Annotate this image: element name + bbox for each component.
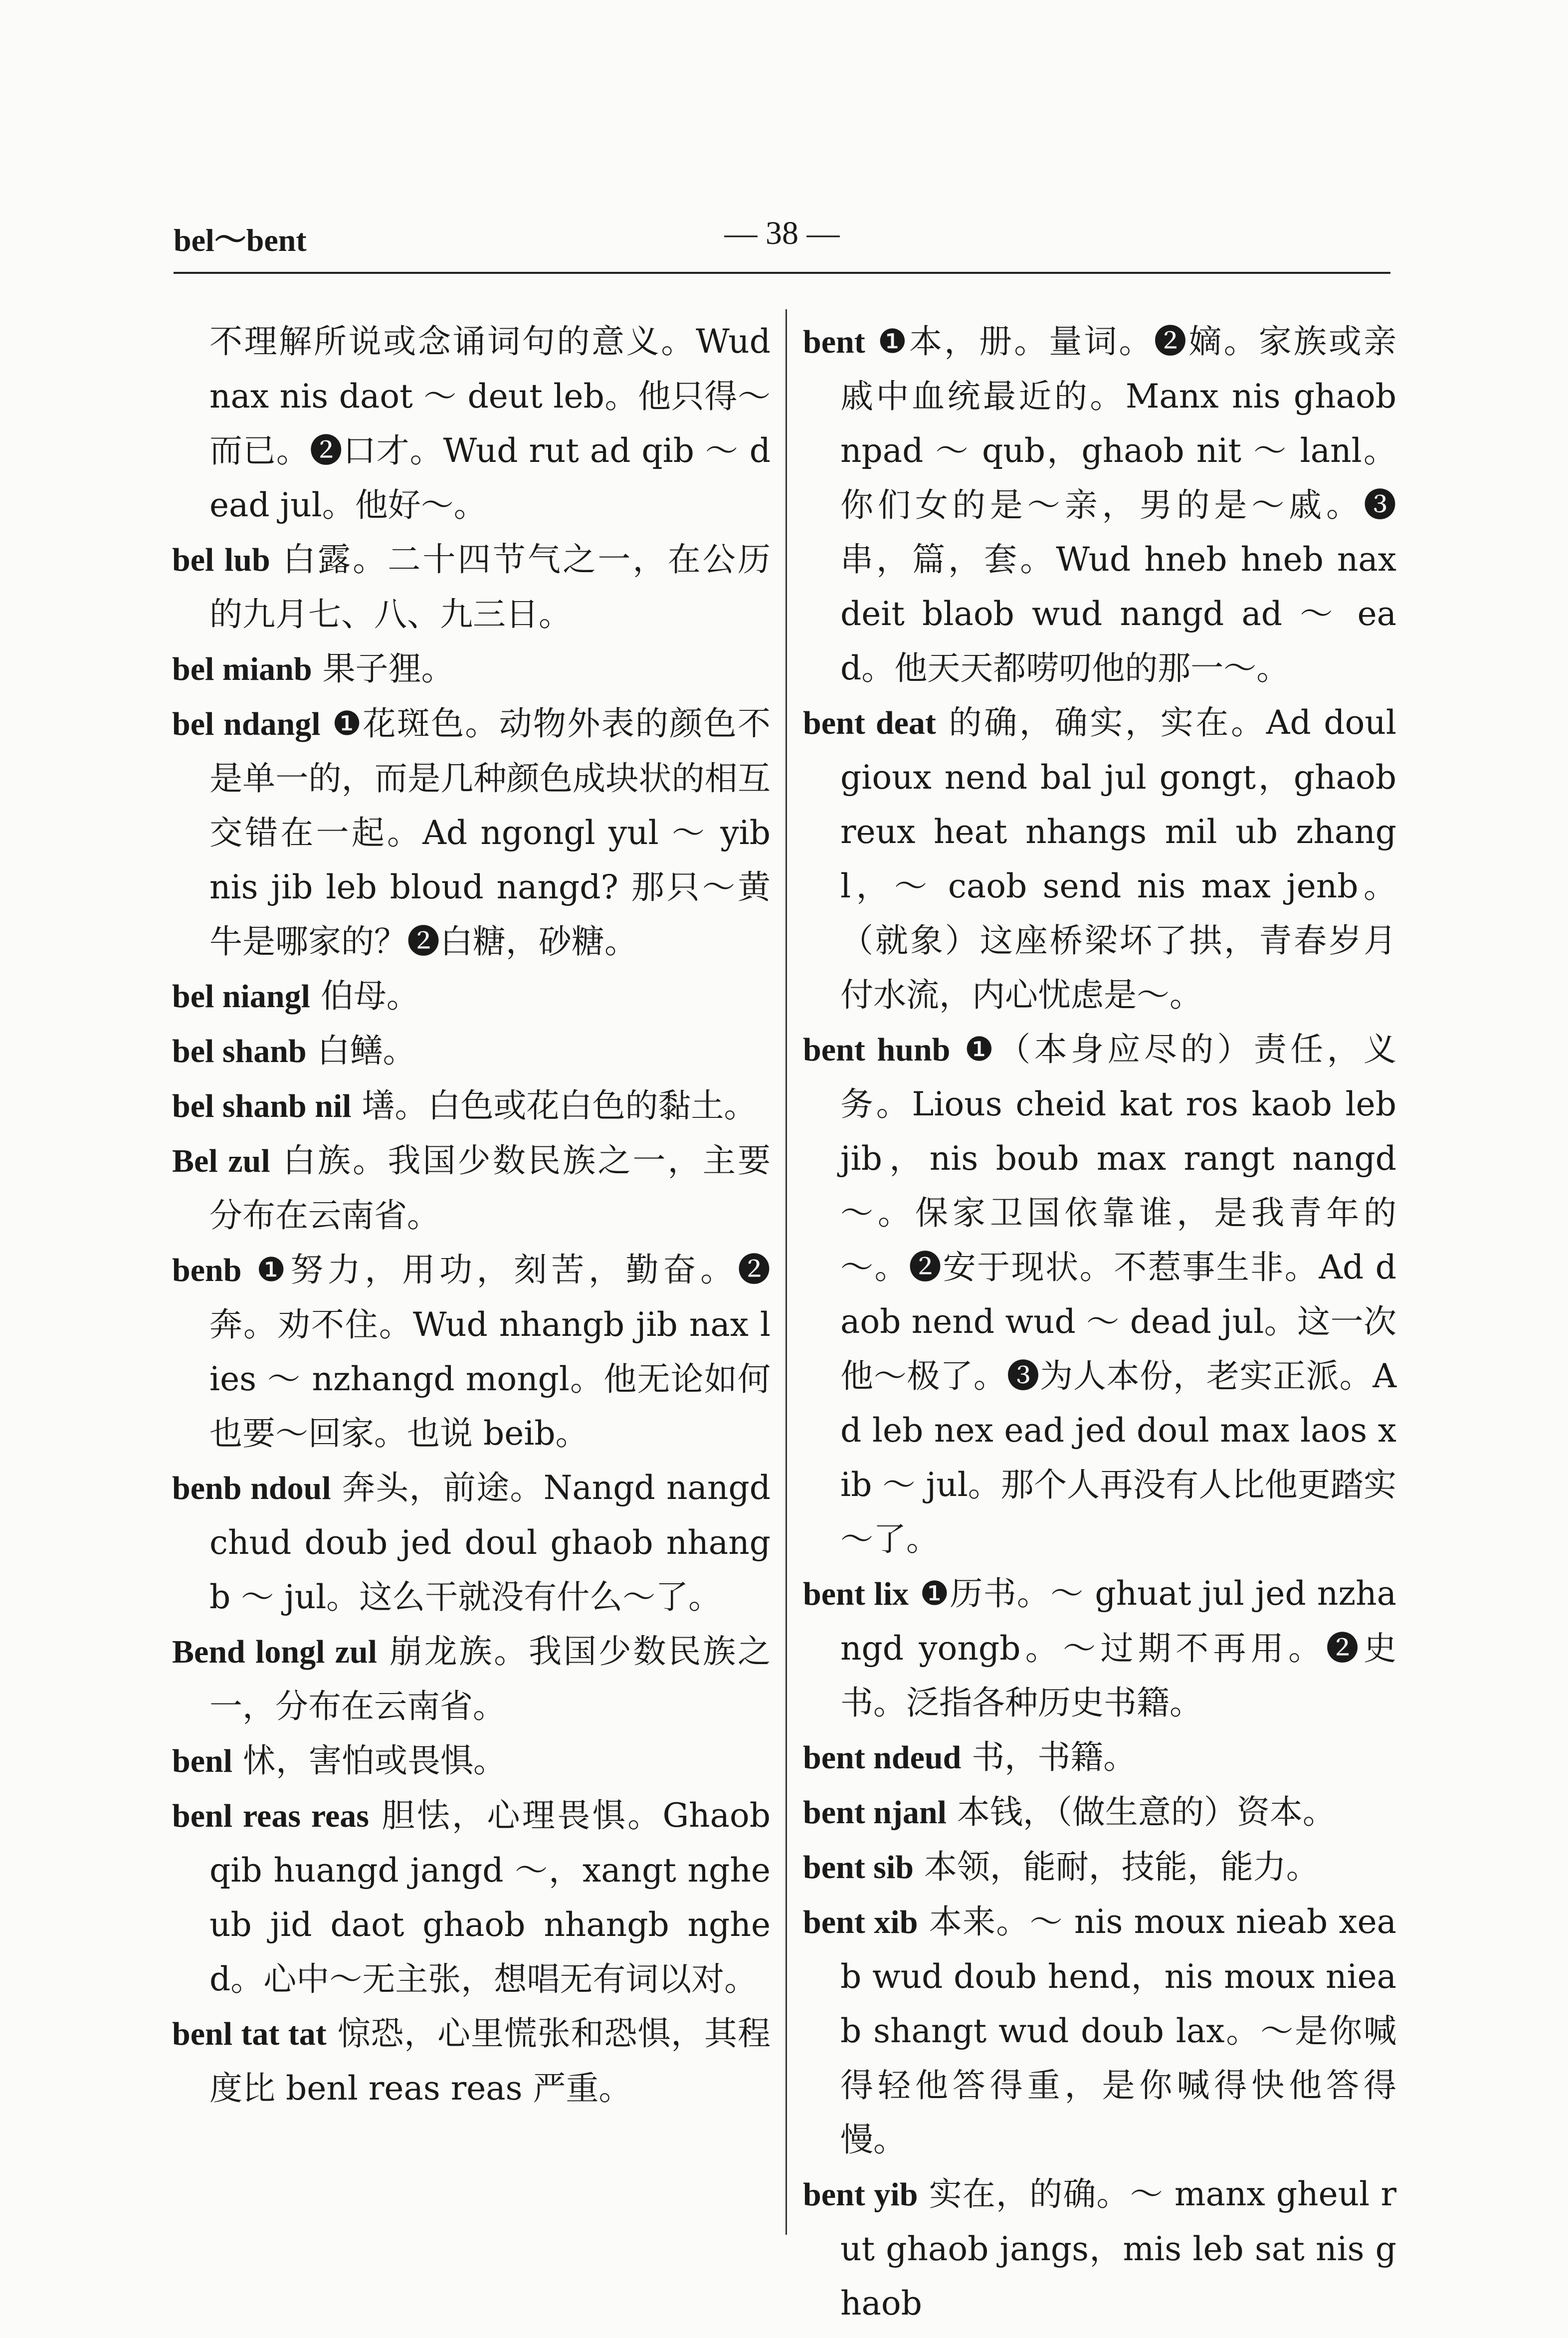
header-rule: [174, 272, 1390, 274]
entry-definition: ❶花斑色。动物外表的颜色不是单一的，而是几种颜色成块状的相互交错在一起。Ad ngongl yul ～ yib nis jib leb bloud nangd? 那只～黄牛是哪家的？❷白糖，砂糖。: [209, 704, 771, 961]
dictionary-entry: [803, 1785, 1396, 1840]
dictionary-entry: [172, 696, 771, 969]
dictionary-entry: [172, 641, 771, 696]
dictionary-entry: [172, 1624, 771, 1733]
entry-definition: 白鳝。: [317, 1032, 416, 1070]
page-header: [174, 210, 1390, 269]
entry-definition: ❶本，册。量词。❷嫡。家族或亲戚中血统最近的。Manx nis ghaob npad ～ qub，ghaob nit ～ lanl。你们女的是～亲，男的是～戚。❸串，篇，套。Wud hneb hneb nax deit blaob wud nangd ad ～ ead。他天天都唠叨他的那一～。: [840, 322, 1396, 687]
entry-definition: ❶努力，用功，刻苦，勤奋。❷奔。劝不住。Wud nhangb jib nax lies ～ nzhangd mongl。他无论如何也要～回家。也说 beib。: [209, 1251, 771, 1453]
dictionary-entry: [172, 2006, 771, 2116]
dictionary-entry: [803, 2167, 1396, 2331]
entry-definition: 惊恐，心里慌张和恐惧，其程度比 benl reas reas 严重。: [209, 2014, 771, 2108]
entry-headword: benl reas reas: [172, 1798, 369, 1834]
entry-headword: bent sib: [803, 1849, 914, 1886]
dictionary-entry: [172, 1788, 771, 2006]
header-entry-range: bel～bent: [174, 222, 307, 258]
dictionary-entry: [803, 695, 1396, 1022]
entry-headword: bent yib: [803, 2176, 918, 2213]
entry-headword: bel shanb nil: [172, 1088, 352, 1124]
entry-headword: benl: [172, 1743, 233, 1779]
entry-headword: bel ndangl: [172, 706, 321, 742]
page-number: — 38 —: [724, 215, 840, 251]
entry-definition: 奔头，前途。Nangd nangd chud doub jed doul ghaob nhangb ～ jul。这么干就没有什么～了。: [209, 1469, 771, 1616]
dictionary-entry: [172, 1243, 771, 1461]
dictionary-entry: [172, 314, 771, 532]
dictionary-entry: [803, 1895, 1396, 2167]
entry-definition: ❶（本身应尽的）责任，义务。Lious cheid kat ros kaob leb jib，nis boub max rangt nangd ～。保家卫国依靠谁，是我青年的～。❷安于现状。不惹事生非。Ad daob nend wud ～ dead jul。这一次他～极了。❸为人本份，老实正派。Ad leb nex ead jed doul max laos xib ～ jul。那个人再没有人比他更踏实～了。: [840, 1030, 1397, 1558]
dictionary-entry: [172, 1733, 771, 1788]
entry-definition: 胆怯，心理畏惧。Ghaob qib huangd jangd ～，xangt ngheub jid daot ghaob nhangb nghed。心中～无主张，想唱无有词以对。: [209, 1796, 771, 1998]
entry-headword: Bend longl zul: [172, 1634, 378, 1670]
dictionary-entry: [803, 1730, 1396, 1785]
entry-headword: bel mianb: [172, 651, 312, 687]
entry-headword: bent: [803, 324, 865, 360]
entry-headword: bent njanl: [803, 1794, 947, 1831]
dictionary-entry: [803, 1022, 1396, 1566]
dictionary-entry: [803, 1566, 1396, 1730]
entry-definition: ❶历书。～ ghuat jul jed nzhangd yongb。～过期不再用。❷史书。泛指各种历史书籍。: [840, 1574, 1396, 1722]
entry-headword: bent xib: [803, 1904, 918, 1940]
entry-headword: bent lix: [803, 1576, 909, 1612]
entry-headword: benb: [172, 1252, 242, 1288]
entry-headword: bent hunb: [803, 1032, 951, 1068]
dictionary-entry: [172, 1133, 771, 1243]
entry-definition: 书，书籍。: [972, 1738, 1137, 1776]
entry-definition: 本钱，（做生意的）资本。: [957, 1793, 1336, 1831]
entry-headword: bent ndeud: [803, 1739, 962, 1776]
entry-definition: 实在，的确。～ manx gheul rut ghaob jangs，mis leb sat nis ghaob: [840, 2175, 1396, 2323]
entry-definition: 崩龙族。我国少数民族之一，分布在云南省。: [209, 1632, 771, 1725]
left-column: [172, 314, 771, 2116]
entry-definition: 不理解所说或念诵词句的意义。Wud nax nis daot ～ deut leb。他只得～而已。❷口才。Wud rut ad qib ～ dead jul。他好～。: [209, 322, 771, 524]
entry-definition: 本来。～ nis moux nieab xeab wud doub hend，nis moux nieab shangt wud doub lax。～是你喊得轻他答得重，是你喊得快他答得慢。: [840, 1903, 1397, 2159]
entry-headword: bent deat: [803, 705, 936, 741]
entry-definition: 怵，害怕或畏惧。: [243, 1741, 507, 1780]
dictionary-entry: [803, 314, 1396, 695]
entry-definition: 本领，能耐，技能，能力。: [924, 1848, 1319, 1886]
column-divider: [785, 309, 787, 2235]
entry-headword: bel niangl: [172, 978, 310, 1015]
entry-definition: 白露。二十四节气之一，在公历的九月七、八、九三日。: [209, 540, 771, 634]
dictionary-entry: [172, 1024, 771, 1078]
entry-headword: bel shanb: [172, 1033, 307, 1069]
entry-definition: 果子狸。: [322, 649, 454, 688]
entry-headword: benb ndoul: [172, 1470, 331, 1506]
dictionary-entry: [172, 1461, 771, 1624]
entry-headword: benl tat tat: [172, 2016, 327, 2052]
entry-definition: 白族。我国少数民族之一，主要分布在云南省。: [209, 1141, 771, 1235]
entry-definition: 伯母。: [320, 977, 419, 1015]
dictionary-entry: [172, 532, 771, 641]
entry-headword: bel lub: [172, 542, 270, 578]
entry-headword: Bel zul: [172, 1143, 270, 1179]
dictionary-entry: [803, 1840, 1396, 1895]
dictionary-entry: [172, 1078, 771, 1133]
right-column: [803, 314, 1396, 2331]
entry-definition: 墡。白色或花白色的黏土。: [362, 1086, 757, 1125]
entry-definition: 的确，确实，实在。Ad doul gioux nend bal jul gongt，ghaob reux heat nhangs mil ub zhangl，～ caob send nis max jenb。（就象）这座桥梁坏了拱，青春岁月付水流，内心忧虑是～。: [840, 703, 1396, 1014]
dictionary-entry: [172, 969, 771, 1024]
